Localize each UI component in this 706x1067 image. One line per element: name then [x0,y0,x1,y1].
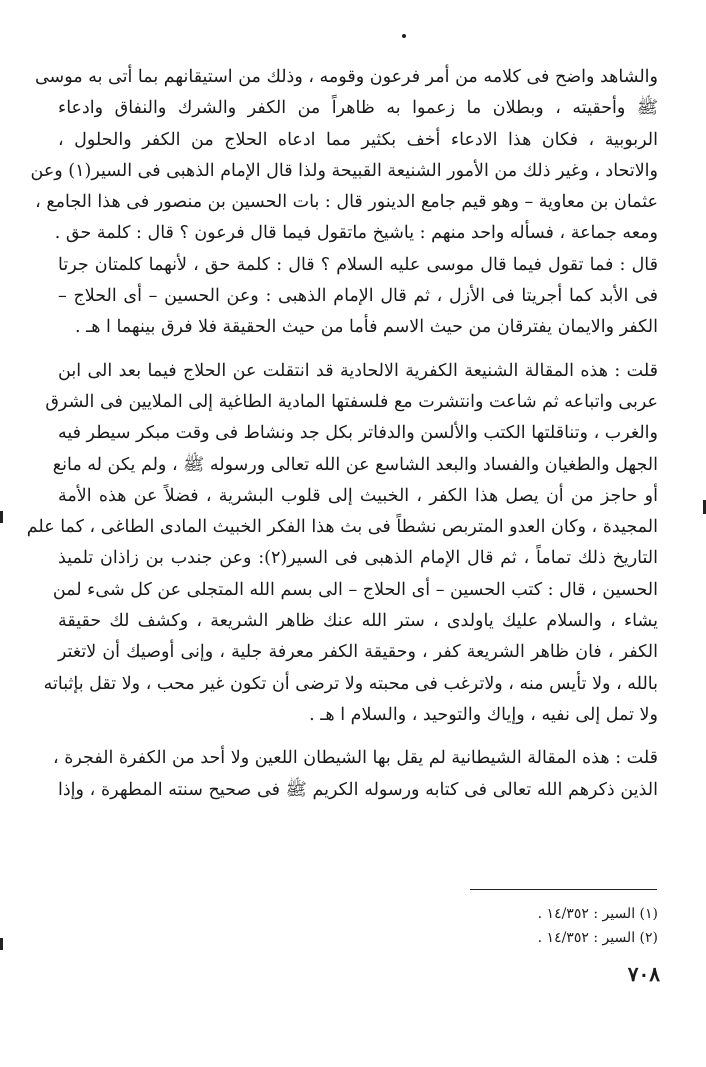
text-line: قلت : هذه المقالة الشنيعة الكفرية الالحادية قد انتقلت عن الحلاج فيما بعد الى ابن [58,360,658,381]
text-line: الكفر والايمان يفترقان من حيث الاسم فأما من حيث الحقيقة فلا فرق بينهما ا هـ . [75,317,658,338]
page-number: ٧٠٨ [627,962,660,986]
text-line: عربى واتباعه ثم شاعت وانتشرت مع فلسفتها المادية الطاغية إلى الملايين فى الشرق [45,391,658,412]
text-line: الحسين ، قال : كتب الحسين – أى الحلاج – الى بسم الله المتجلى عن كل شىء لمن [52,579,658,600]
text-line: الجهل والطغيان والفساد والبعد الشاسع عن الله تعالى ورسوله ﷺ ، ولم يكن له مانع [52,454,658,475]
paragraph-2 [26,356,658,732]
text-line: قال : فما تقول فيما قال موسى عليه السلام ؟ قال : كلمة حق ، لأنهما كلمتان جرتا [58,254,658,275]
text-line: الذين ذكرهم الله تعالى فى كتابه ورسوله الكريم ﷺ فى صحيح سنته المطهرة ، وإذا [58,779,658,800]
text-line: قلت : هذه المقالة الشيطانية لم يقل بها الشيطان اللعين ولا أحد من الكفرة الفجرة ، [52,748,658,769]
text-line: الربوبية ، فكان هذا الادعاء أخف بكثير مما ادعاه الحلاج من الكفر والحلول ، [58,129,658,150]
top-dot [402,34,406,38]
main-text [26,62,658,806]
footnote-divider [470,889,657,890]
paragraph-1 [30,62,658,344]
text-line: فى الأبد كما أجريتا فى الأزل ، ثم قال الإمام الذهبى : وعن الحسين – أى الحلاج – [58,286,658,307]
text-line: عثمان بن معاوية – وهو قيم جامع الدينور قال : بات الحسين بن منصور فى هذا الجامع ، [35,192,658,213]
text-line: ولا تمل إلى نفيه ، وإياك والتوحيد ، والسلام ا هـ . [309,704,658,725]
footnotes [58,902,658,950]
text-line: التاريخ ذلك تماماً ، ثم قال الإمام الذهبى فى السير(٢): وعن جندب بن زاذان تلميذ [58,548,658,569]
left-margin-mark [0,511,3,523]
text-line: والغرب ، وتناقلتها الكتب والألسن والدفاتر بكل جد ونشاط فى وقت مبكر سيطر فيه [57,423,658,444]
left-margin-mark [0,938,3,950]
text-line: ومعه جماعة ، فسأله واحد منهم : ياشيخ ماتقول فيما قال فرعون ؟ قال : كلمة حق . [54,223,658,244]
text-line: يشاء ، والسلام عليك ياولدى ، ستر الله عنك ظاهر الشريعة ، وكشف لك حقيقة [58,611,658,632]
footnote-1: (١) السير : ١٤/٣٥٢ . [537,906,658,922]
text-line: والشاهد واضح فى كلامه من أمر فرعون وقومه ، وذلك من استيقانهم بما أتى به موسى [34,67,658,87]
text-line: بالله ، ولا تأيس منه ، ولاترغب فى محبته ولا ترضى أن تكون غير محب ، ولا تقل بإثباته [43,673,658,694]
paragraph-3 [52,743,658,806]
text-line: الكفر ، فان ظاهر الشريعة كفر ، وحقيقة الكفر معرفة جلية ، وإنى أوصيك أن لاتغتر [58,642,658,663]
text-line: ﷺ وأحقيته ، وبطلان ما زعموا به ظاهراً من الكفر والشرك والنفاق وادعاء [58,98,658,119]
text-line: والاتحاد ، وغير ذلك من الأمور الشنيعة القبيحة ولذا قال الإمام الذهبى فى السير(١) وعن [30,160,658,181]
text-line: أو حاجز من أن يصل هذا الكفر ، الخبيث إلى قلوب البشرية ، فضلاً عن هذه الأمة [58,485,658,506]
footnote-2: (٢) السير : ١٤/٣٥٢ . [537,930,658,946]
text-line: المجيدة ، وكان العدو المتربص نشطاً فى بث هذا الفكر الخبيث المادى الطاغى ، كما علم [26,517,658,538]
